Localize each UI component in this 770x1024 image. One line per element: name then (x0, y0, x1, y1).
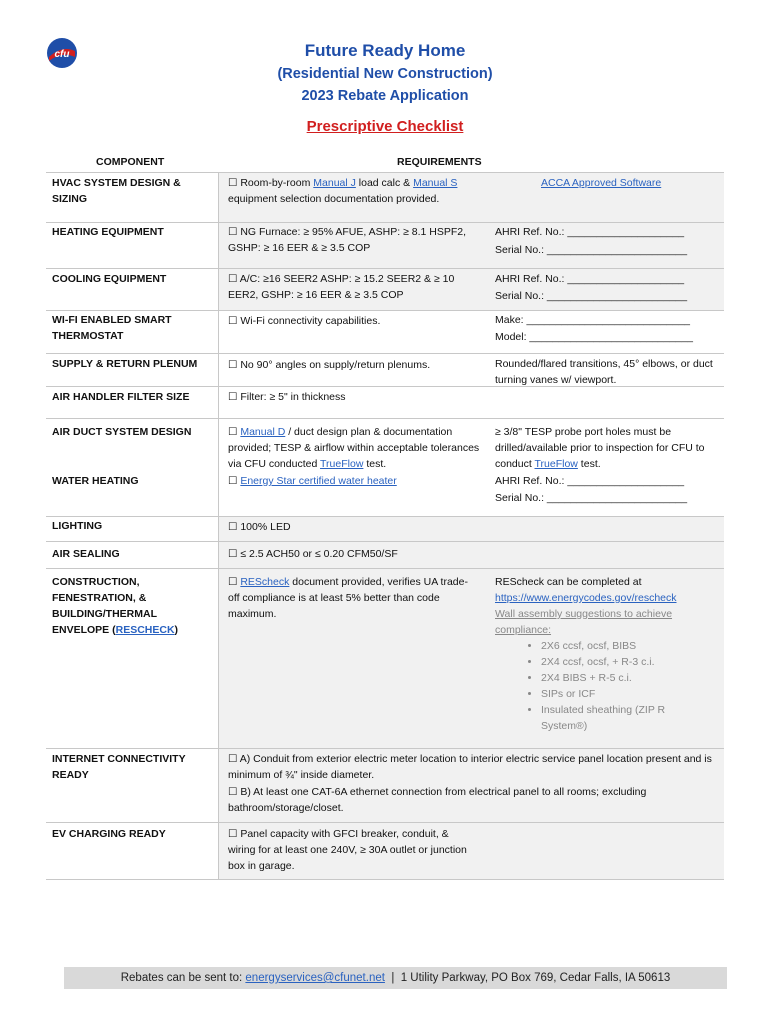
water-ahri-field[interactable]: AHRI Ref. No.: ____________________ (495, 475, 685, 487)
component-plenum: SUPPLY & RETURN PLENUM (52, 358, 198, 370)
column-header-component: COMPONENT (96, 156, 165, 168)
requirement-internet-b: ☐ B) At least one CAT-6A ethernet connection from electrical panel to all rooms; excluding bathroom/storage/closet. (228, 786, 647, 814)
divider (46, 541, 724, 542)
trueflow-link-2[interactable]: TrueFlow (534, 458, 578, 470)
page-title: Future Ready Home (304, 41, 466, 60)
requirement-water: ☐ Energy Star certified water heater (228, 475, 397, 487)
energy-star-link[interactable]: Energy Star certified water heater (240, 475, 397, 487)
plenum-note: Rounded/flared transitions, 45° elbows, or duct turning vanes w/ viewport. (495, 358, 713, 386)
requirement-duct: ☐ Manual D / duct design plan & documentation provided; TESP & airflow within acceptable tolerances via CFU conducted TrueFlow test. (228, 426, 480, 470)
divider (46, 418, 724, 419)
column-header-requirements: REQUIREMENTS (397, 156, 482, 168)
divider (46, 568, 724, 569)
requirement-ev: ☐ Panel capacity with GFCI breaker, conduit, & wiring for at least one 240V, ≥ 30A outlet or junction box in garage. (228, 828, 467, 872)
heating-serial-field[interactable]: Serial No.: ________________________ (495, 244, 688, 256)
requirement-cooling: ☐ A/C: ≥16 SEER2 ASHP: ≥ 15.2 SEER2 & ≥ 10 EER2, GSHP: ≥ 16 EER & ≥ 3.5 COP (228, 273, 455, 301)
thermostat-make-field[interactable]: Make: ____________________________ (495, 314, 691, 326)
requirement-sealing: ☐ ≤ 2.5 ACH50 or ≤ 0.20 CFM50/SF (228, 548, 398, 560)
divider (46, 222, 724, 223)
component-ev: EV CHARGING READY (52, 828, 166, 840)
divider (46, 310, 724, 311)
component-filter: AIR HANDLER FILTER SIZE (52, 391, 190, 403)
wall-assembly-list (495, 638, 725, 734)
manual-s-link[interactable]: Manual S (413, 177, 458, 189)
component-heating: HEATING EQUIPMENT (52, 226, 164, 238)
rescheck-doc-link[interactable]: REScheck (240, 576, 290, 588)
page-subtitle-2: 2023 Rebate Application (301, 88, 469, 104)
acca-software-link[interactable]: ACCA Approved Software (541, 177, 662, 189)
list-item: • SIPs or ICF (541, 686, 725, 702)
envelope-note: REScheck can be completed at https://www.energycodes.gov/rescheck Wall assembly suggestions to achieve compliance: • 2X6 ccsf, ocsf, BIBS • 2X4 ccsf, ocsf, + R-3 c.i. • 2X4 BIBS + R-5 c.i. • SIPs or ICF • Insulated sheathing (ZIP R System®) (495, 574, 725, 734)
list-item: • 2X4 BIBS + R-5 c.i. (541, 670, 725, 686)
component-envelope: CONSTRUCTION, FENESTRATION, & BUILDING/THERMAL ENVELOPE (RESCHECK) (52, 576, 179, 636)
section-title: Prescriptive Checklist (306, 118, 464, 135)
requirement-plenum: ☐ No 90° angles on supply/return plenums. (228, 359, 431, 371)
divider (46, 172, 724, 173)
svg-text:cfu: cfu (54, 49, 70, 60)
requirement-heating: ☐ NG Furnace: ≥ 95% AFUE, ASHP: ≥ 8.1 HSPF2, GSHP: ≥ 16 EER & ≥ 3.5 COP (228, 226, 467, 254)
energycodes-link[interactable]: https://www.energycodes.gov/rescheck (495, 592, 677, 604)
address: 1 Utility Parkway, PO Box 769, Cedar Falls, IA 50613 (400, 972, 671, 984)
component-hvac: HVAC SYSTEM DESIGN & SIZING (52, 177, 181, 205)
divider (46, 822, 724, 823)
divider (46, 268, 724, 269)
footer: Rebates can be sent to: energyservices@cfunet.net | 1 Utility Parkway, PO Box 769, Cedar Falls, IA 50613 (64, 967, 727, 989)
heating-ahri-field[interactable]: AHRI Ref. No.: ____________________ (495, 226, 685, 238)
page-subtitle: (Residential New Construction) (277, 66, 493, 82)
list-item: • 2X4 ccsf, ocsf, + R-3 c.i. (541, 654, 725, 670)
duct-note: ≥ 3/8" TESP probe port holes must be drilled/available prior to inspection for CFU to conduct TrueFlow test. (495, 426, 705, 470)
component-lighting: LIGHTING (52, 520, 103, 532)
trueflow-link[interactable]: TrueFlow (320, 458, 364, 470)
cooling-serial-field[interactable]: Serial No.: ________________________ (495, 290, 688, 302)
requirement-wifi: ☐ Wi-Fi connectivity capabilities. (228, 315, 381, 327)
rescheck-link[interactable]: RESCHECK (115, 624, 175, 636)
list-item: • Insulated sheathing (ZIP R System®) (541, 702, 691, 734)
divider (46, 879, 724, 880)
requirement-internet-a: ☐ A) Conduit from exterior electric meter location to interior electric service panel location present and is minimum of ¾" inside diameter. (228, 753, 712, 781)
divider (46, 516, 724, 517)
list-item: • 2X6 ccsf, ocsf, BIBS (541, 638, 725, 654)
requirement-envelope: ☐ REScheck document provided, verifies UA trade-off compliance is at least 5% better than code maximum. (228, 576, 468, 620)
divider (46, 748, 724, 749)
component-water-heating: WATER HEATING (52, 475, 139, 487)
component-wifi: WI-FI ENABLED SMART THERMOSTAT (52, 314, 172, 342)
water-serial-field[interactable]: Serial No.: ________________________ (495, 492, 688, 504)
email-link[interactable]: energyservices@cfunet.net (245, 972, 385, 984)
manual-j-link[interactable]: Manual J (313, 177, 356, 189)
component-duct: AIR DUCT SYSTEM DESIGN (52, 426, 192, 438)
column-divider (218, 172, 219, 879)
component-internet: INTERNET CONNECTIVITY READY (52, 753, 186, 781)
manual-d-link[interactable]: Manual D (240, 426, 286, 438)
divider (46, 353, 724, 354)
component-cooling: COOLING EQUIPMENT (52, 273, 167, 285)
requirement-hvac: ☐ Room-by-room Manual J load calc & Manual S equipment selection documentation provided. (228, 177, 458, 205)
thermostat-model-field[interactable]: Model: ____________________________ (495, 331, 693, 343)
requirement-filter: ☐ Filter: ≥ 5" in thickness (228, 391, 346, 403)
requirement-lighting: ☐ 100% LED (228, 521, 291, 533)
cooling-ahri-field[interactable]: AHRI Ref. No.: ____________________ (495, 273, 685, 285)
component-air-sealing: AIR SEALING (52, 548, 120, 560)
